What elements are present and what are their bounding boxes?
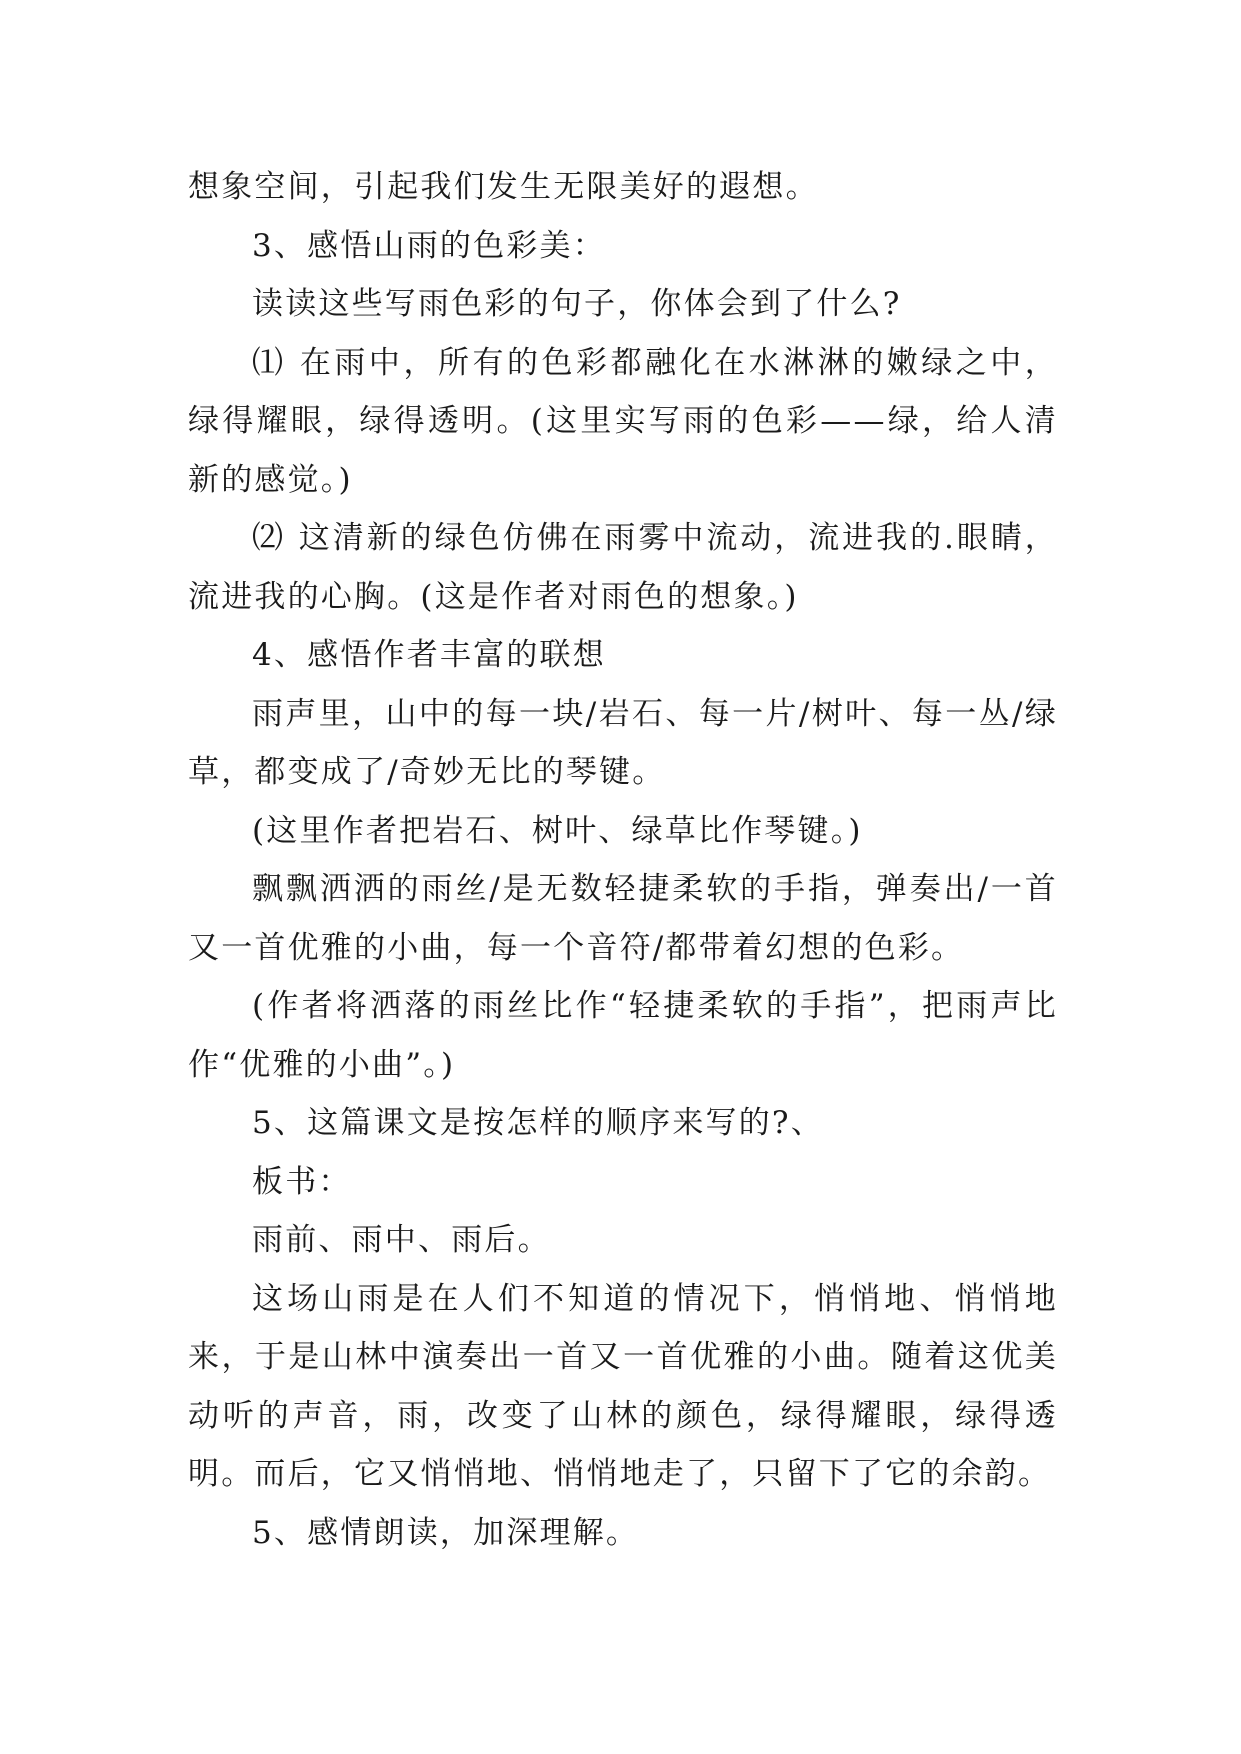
heading-association: 4、感悟作者丰富的联想 (252, 637, 606, 673)
paragraph-board-label: 板书： (252, 1163, 352, 1200)
paragraph-note-1: (这里作者把岩石、树叶、绿草比作琴键。) (252, 812, 863, 849)
paragraph-board-content: 雨前、雨中、雨后。 (252, 1222, 551, 1258)
paragraph-item-1: ⑴ 在雨中，所有的色彩都融化在水淋淋的嫩绿之中，绿得耀眼，绿得透明。(这里实写雨的色彩——绿，给人清新的感觉。) (188, 344, 1058, 498)
paragraph-rain-silk: 飘飘洒洒的雨丝/是无数轻捷柔软的手指，弹奏出/一首又一首优雅的小曲，每一个音符/都带着幻想的色彩。 (188, 871, 1058, 966)
paragraph-note-2: (作者将洒落的雨丝比作“轻捷柔软的手指”，把雨声比作“优雅的小曲”。) (188, 988, 1058, 1083)
paragraph-summary: 这场山雨是在人们不知道的情况下，悄悄地、悄悄地来，于是山林中演奏出一首又一首优雅的小曲。随着这优美动听的声音，雨，改变了山林的颜色，绿得耀眼，绿得透明。而后，它又悄悄地、悄悄地走了，只留下了它的余韵。 (188, 1280, 1058, 1492)
paragraph-continuation: 想象空间，引起我们发生无限美好的遐想。 (188, 169, 819, 205)
document-body (188, 158, 1058, 1562)
heading-color-beauty: 3、感悟山雨的色彩美： (252, 227, 606, 264)
paragraph-item-2: ⑵ 这清新的绿色仿佛在雨雾中流动，流进我的.眼睛，流进我的心胸。(这是作者对雨色的想象。) (188, 520, 1058, 615)
heading-order: 5、这篇课文是按怎样的顺序来写的?、 (252, 1105, 824, 1141)
paragraph-question: 读读这些写雨色彩的句子，你体会到了什么? (252, 286, 902, 322)
heading-reading: 5、感情朗读，加深理解。 (252, 1514, 640, 1551)
paragraph-rain-sound: 雨声里，山中的每一块/岩石、每一片/树叶、每一丛/绿草，都变成了/奇妙无比的琴键。 (188, 695, 1058, 790)
